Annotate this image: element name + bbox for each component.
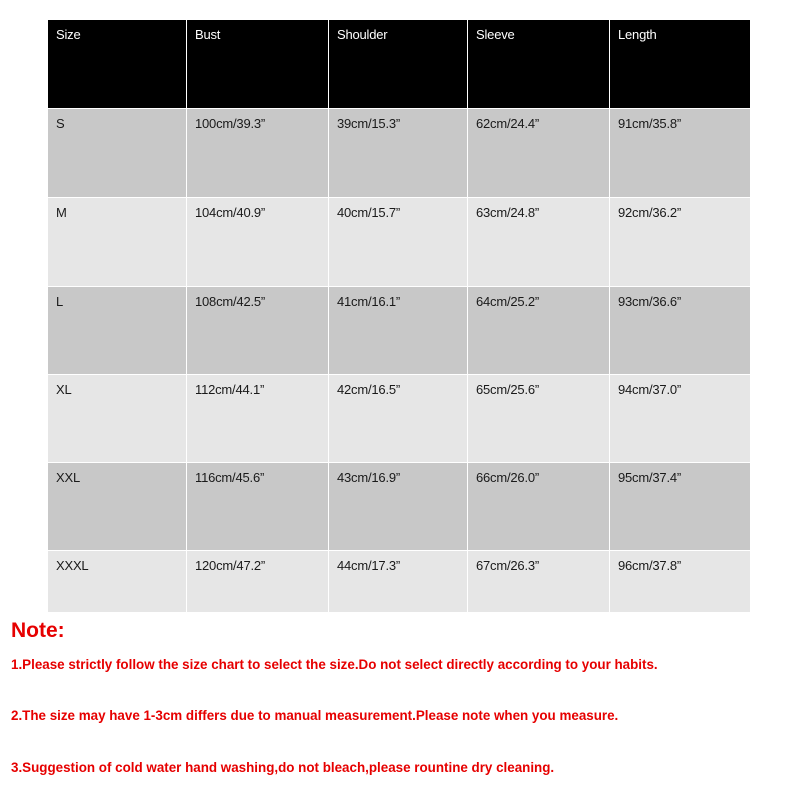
size-chart-table [47, 19, 751, 613]
cell-shoulder: 40cm/15.7” [329, 198, 468, 287]
cell-sleeve: 63cm/24.8” [468, 198, 610, 287]
header-shoulder: Shoulder [329, 20, 468, 109]
cell-bust: 112cm/44.1” [187, 375, 329, 463]
cell-shoulder: 41cm/16.1” [329, 287, 468, 375]
cell-shoulder: 42cm/16.5” [329, 375, 468, 463]
table-row [48, 287, 751, 375]
note-line-3: 3.Suggestion of cold water hand washing,do not bleach,please rountine dry cleaning. [11, 760, 555, 775]
cell-bust: 108cm/42.5” [187, 287, 329, 375]
cell-sleeve: 64cm/25.2” [468, 287, 610, 375]
cell-length: 92cm/36.2” [610, 198, 751, 287]
cell-size: S [48, 109, 187, 198]
cell-sleeve: 65cm/25.6” [468, 375, 610, 463]
header-sleeve: Sleeve [468, 20, 610, 109]
cell-size: L [48, 287, 187, 375]
cell-bust: 100cm/39.3” [187, 109, 329, 198]
cell-length: 94cm/37.0” [610, 375, 751, 463]
table-row [48, 109, 751, 198]
header-length: Length [610, 20, 751, 109]
cell-size: XXL [48, 463, 187, 551]
note-line-2: 2.The size may have 1-3cm differs due to manual measurement.Please note when you measure. [11, 708, 619, 723]
table-row [48, 375, 751, 463]
cell-bust: 120cm/47.2” [187, 551, 329, 613]
table-header-row [48, 20, 751, 109]
cell-sleeve: 62cm/24.4” [468, 109, 610, 198]
header-bust: Bust [187, 20, 329, 109]
cell-length: 96cm/37.8” [610, 551, 751, 613]
note-line-1: 1.Please strictly follow the size chart to select the size.Do not select directly according to your habits. [11, 657, 658, 672]
cell-size: M [48, 198, 187, 287]
note-title: Note: [11, 619, 65, 642]
cell-bust: 116cm/45.6” [187, 463, 329, 551]
cell-length: 91cm/35.8” [610, 109, 751, 198]
cell-shoulder: 43cm/16.9” [329, 463, 468, 551]
table-row [48, 198, 751, 287]
cell-sleeve: 66cm/26.0” [468, 463, 610, 551]
cell-length: 95cm/37.4” [610, 463, 751, 551]
cell-shoulder: 39cm/15.3” [329, 109, 468, 198]
cell-size: XL [48, 375, 187, 463]
table-row [48, 551, 751, 613]
cell-length: 93cm/36.6” [610, 287, 751, 375]
cell-sleeve: 67cm/26.3” [468, 551, 610, 613]
header-size: Size [48, 20, 187, 109]
table-row [48, 463, 751, 551]
cell-bust: 104cm/40.9” [187, 198, 329, 287]
cell-size: XXXL [48, 551, 187, 613]
cell-shoulder: 44cm/17.3” [329, 551, 468, 613]
